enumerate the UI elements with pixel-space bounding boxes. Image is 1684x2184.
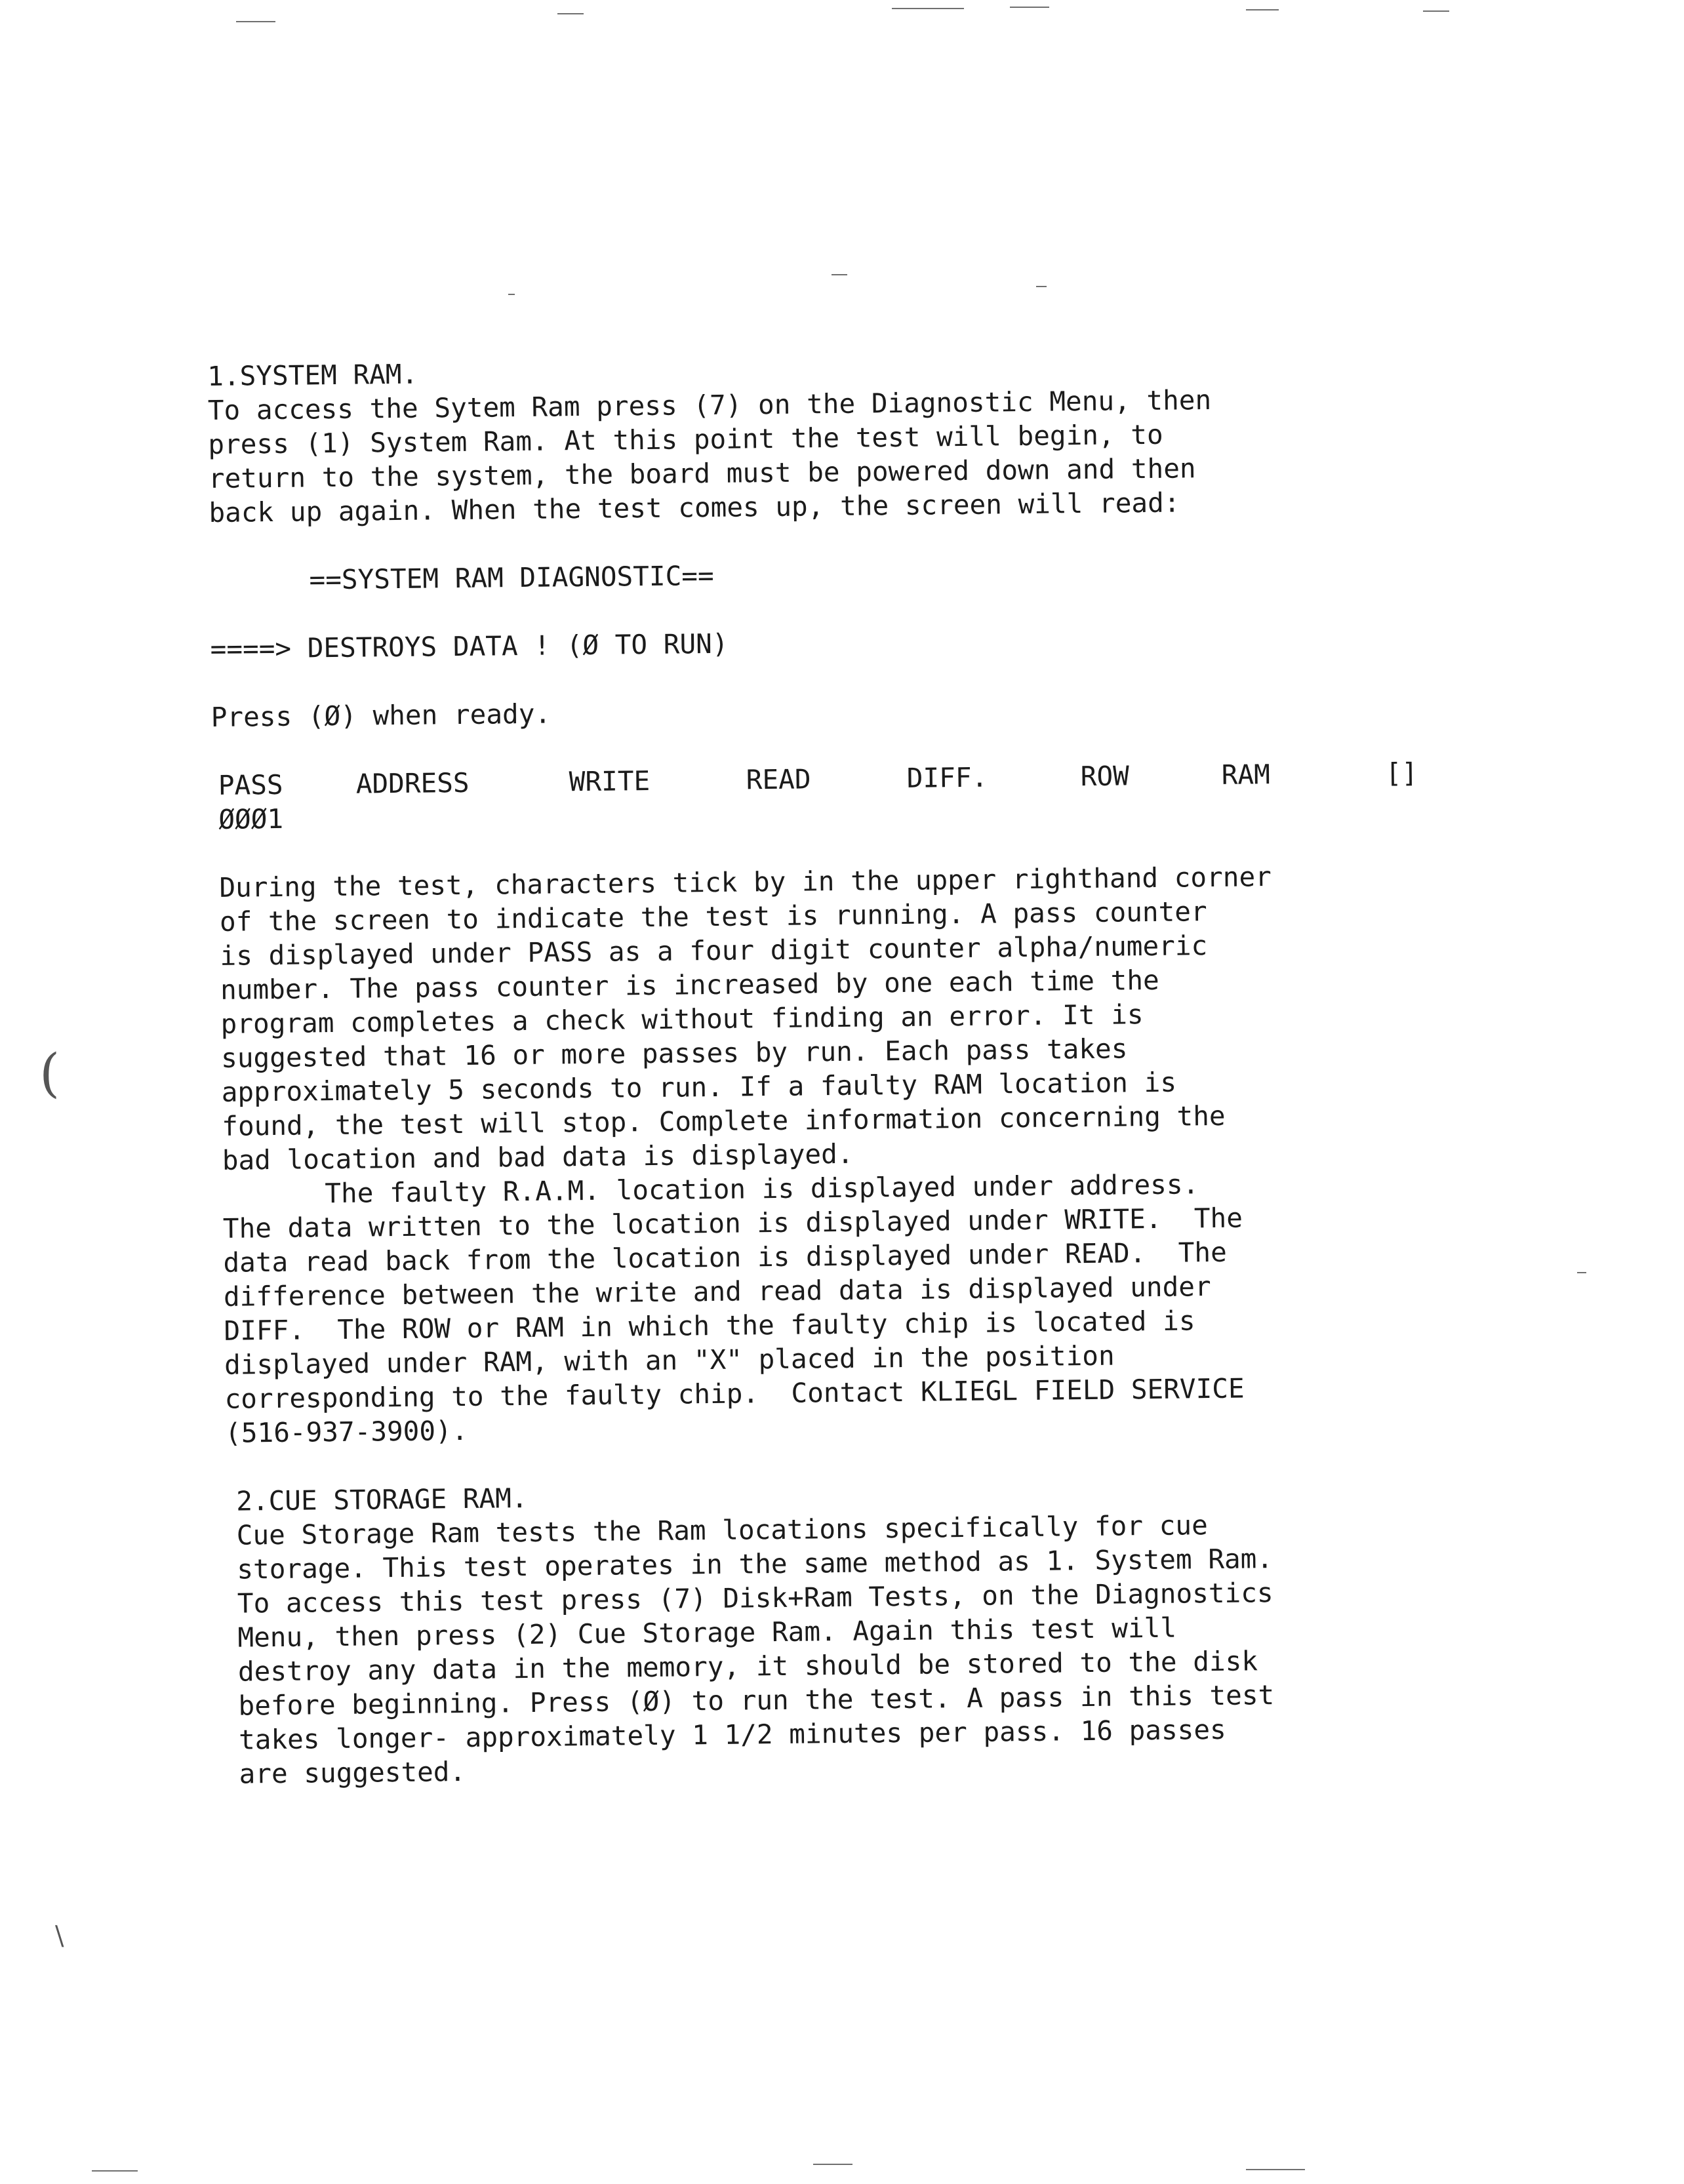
scan-mark bbox=[236, 21, 275, 22]
paragraph-line: destroy any data in the memory, it should be stored to the disk bbox=[237, 1645, 1258, 1688]
column-pass: PASS bbox=[218, 768, 283, 801]
scan-mark: ( bbox=[39, 1042, 60, 1103]
paragraph-line: approximately 5 seconds to run. If a faulty RAM location is bbox=[221, 1066, 1177, 1108]
column-row: ROW bbox=[1080, 760, 1130, 793]
paragraph-line: bad location and bad data is displayed. bbox=[222, 1138, 854, 1176]
paragraph-line: data read back from the location is displayed under READ. The bbox=[223, 1236, 1228, 1279]
document-body bbox=[207, 346, 1534, 1791]
scan-mark bbox=[1010, 7, 1049, 8]
paragraph-line: are suggested. bbox=[239, 1755, 466, 1790]
paragraph-line: difference between the write and read data is displayed under bbox=[223, 1271, 1211, 1313]
screen-warning: ====> DESTROYS DATA ! (Ø TO RUN) bbox=[210, 627, 729, 665]
paragraph-line: of the screen to indicate the test is running. A pass counter bbox=[219, 896, 1207, 938]
paragraph-line: press (1) System Ram. At this point the test will begin, to bbox=[208, 418, 1163, 460]
section-heading: 1.SYSTEM RAM. bbox=[207, 358, 418, 392]
paragraph-line: corresponding to the faulty chip. Contact KLIEGL FIELD SERVICE bbox=[224, 1372, 1245, 1415]
scan-mark bbox=[1577, 1272, 1586, 1273]
column-cursor: [] bbox=[1385, 757, 1418, 789]
paragraph-line: DIFF. The ROW or RAM in which the faulty chip is located is bbox=[224, 1305, 1195, 1347]
scan-mark: \ bbox=[55, 1921, 64, 1951]
paragraph-line: To access the Sytem Ram press (7) on the Diagnostic Menu, then bbox=[207, 384, 1212, 426]
scan-mark bbox=[1423, 10, 1449, 12]
scan-mark bbox=[832, 274, 847, 275]
scan-mark bbox=[508, 294, 515, 295]
paragraph-line: displayed under RAM, with an "X" placed in the position bbox=[224, 1340, 1115, 1381]
pass-counter-value: ØØØ1 bbox=[218, 803, 284, 835]
scan-mark bbox=[813, 2164, 852, 2165]
scan-mark bbox=[557, 13, 584, 14]
paragraph-line: takes longer- approximately 1 1/2 minutes per pass. 16 passes bbox=[238, 1713, 1226, 1756]
scan-mark bbox=[892, 8, 964, 9]
screen-title: ==SYSTEM RAM DIAGNOSTIC== bbox=[309, 559, 714, 596]
scan-mark bbox=[1246, 2169, 1305, 2170]
column-write: WRITE bbox=[569, 764, 651, 798]
paragraph-line: number. The pass counter is increased by one each time the bbox=[220, 964, 1159, 1006]
screen-prompt: Press (Ø) when ready. bbox=[210, 698, 551, 733]
paragraph-line: Menu, then press (2) Cue Storage Ram. Again this test will bbox=[237, 1612, 1177, 1654]
section-heading: 2.CUE STORAGE RAM. bbox=[235, 1482, 528, 1517]
paragraph-line: back up again. When the test comes up, the screen will read: bbox=[209, 486, 1180, 528]
column-address: ADDRESS bbox=[355, 766, 470, 800]
scan-mark bbox=[1246, 9, 1279, 10]
scan-mark bbox=[92, 2170, 138, 2172]
paragraph-line: return to the system, the board must be powered down and then bbox=[208, 452, 1196, 494]
paragraph-line: found, the test will stop. Complete information concerning the bbox=[222, 1100, 1226, 1142]
column-diff: DIFF. bbox=[906, 761, 988, 794]
paragraph-line: program completes a check without finding an error. It is bbox=[220, 999, 1144, 1040]
paragraph-line: suggested that 16 or more passes by run. Each pass takes bbox=[220, 1033, 1128, 1074]
paragraph-line: storage. This test operates in the same method as 1. System Ram. bbox=[237, 1543, 1273, 1585]
paragraph-line: (516-937-3900). bbox=[224, 1414, 468, 1449]
paragraph-line: To access this test press (7) Disk+Ram Tests, on the Diagnostics bbox=[237, 1577, 1273, 1619]
paragraph-line: During the test, characters tick by in the upper righthand corner bbox=[219, 861, 1272, 903]
column-read: READ bbox=[746, 763, 811, 796]
paragraph-line: Cue Storage Ram tests the Ram locations specifically for cue bbox=[236, 1509, 1209, 1551]
paragraph-line: before beginning. Press (Ø) to run the test. A pass in this test bbox=[238, 1679, 1275, 1722]
paragraph-line: The faulty R.A.M. location is displayed under address. bbox=[325, 1168, 1199, 1210]
scan-mark bbox=[1036, 286, 1047, 287]
column-ram: RAM bbox=[1221, 759, 1271, 791]
paragraph-line: is displayed under PASS as a four digit counter alpha/numeric bbox=[220, 930, 1208, 972]
paragraph-line: The data written to the location is displayed under WRITE. The bbox=[222, 1202, 1243, 1244]
